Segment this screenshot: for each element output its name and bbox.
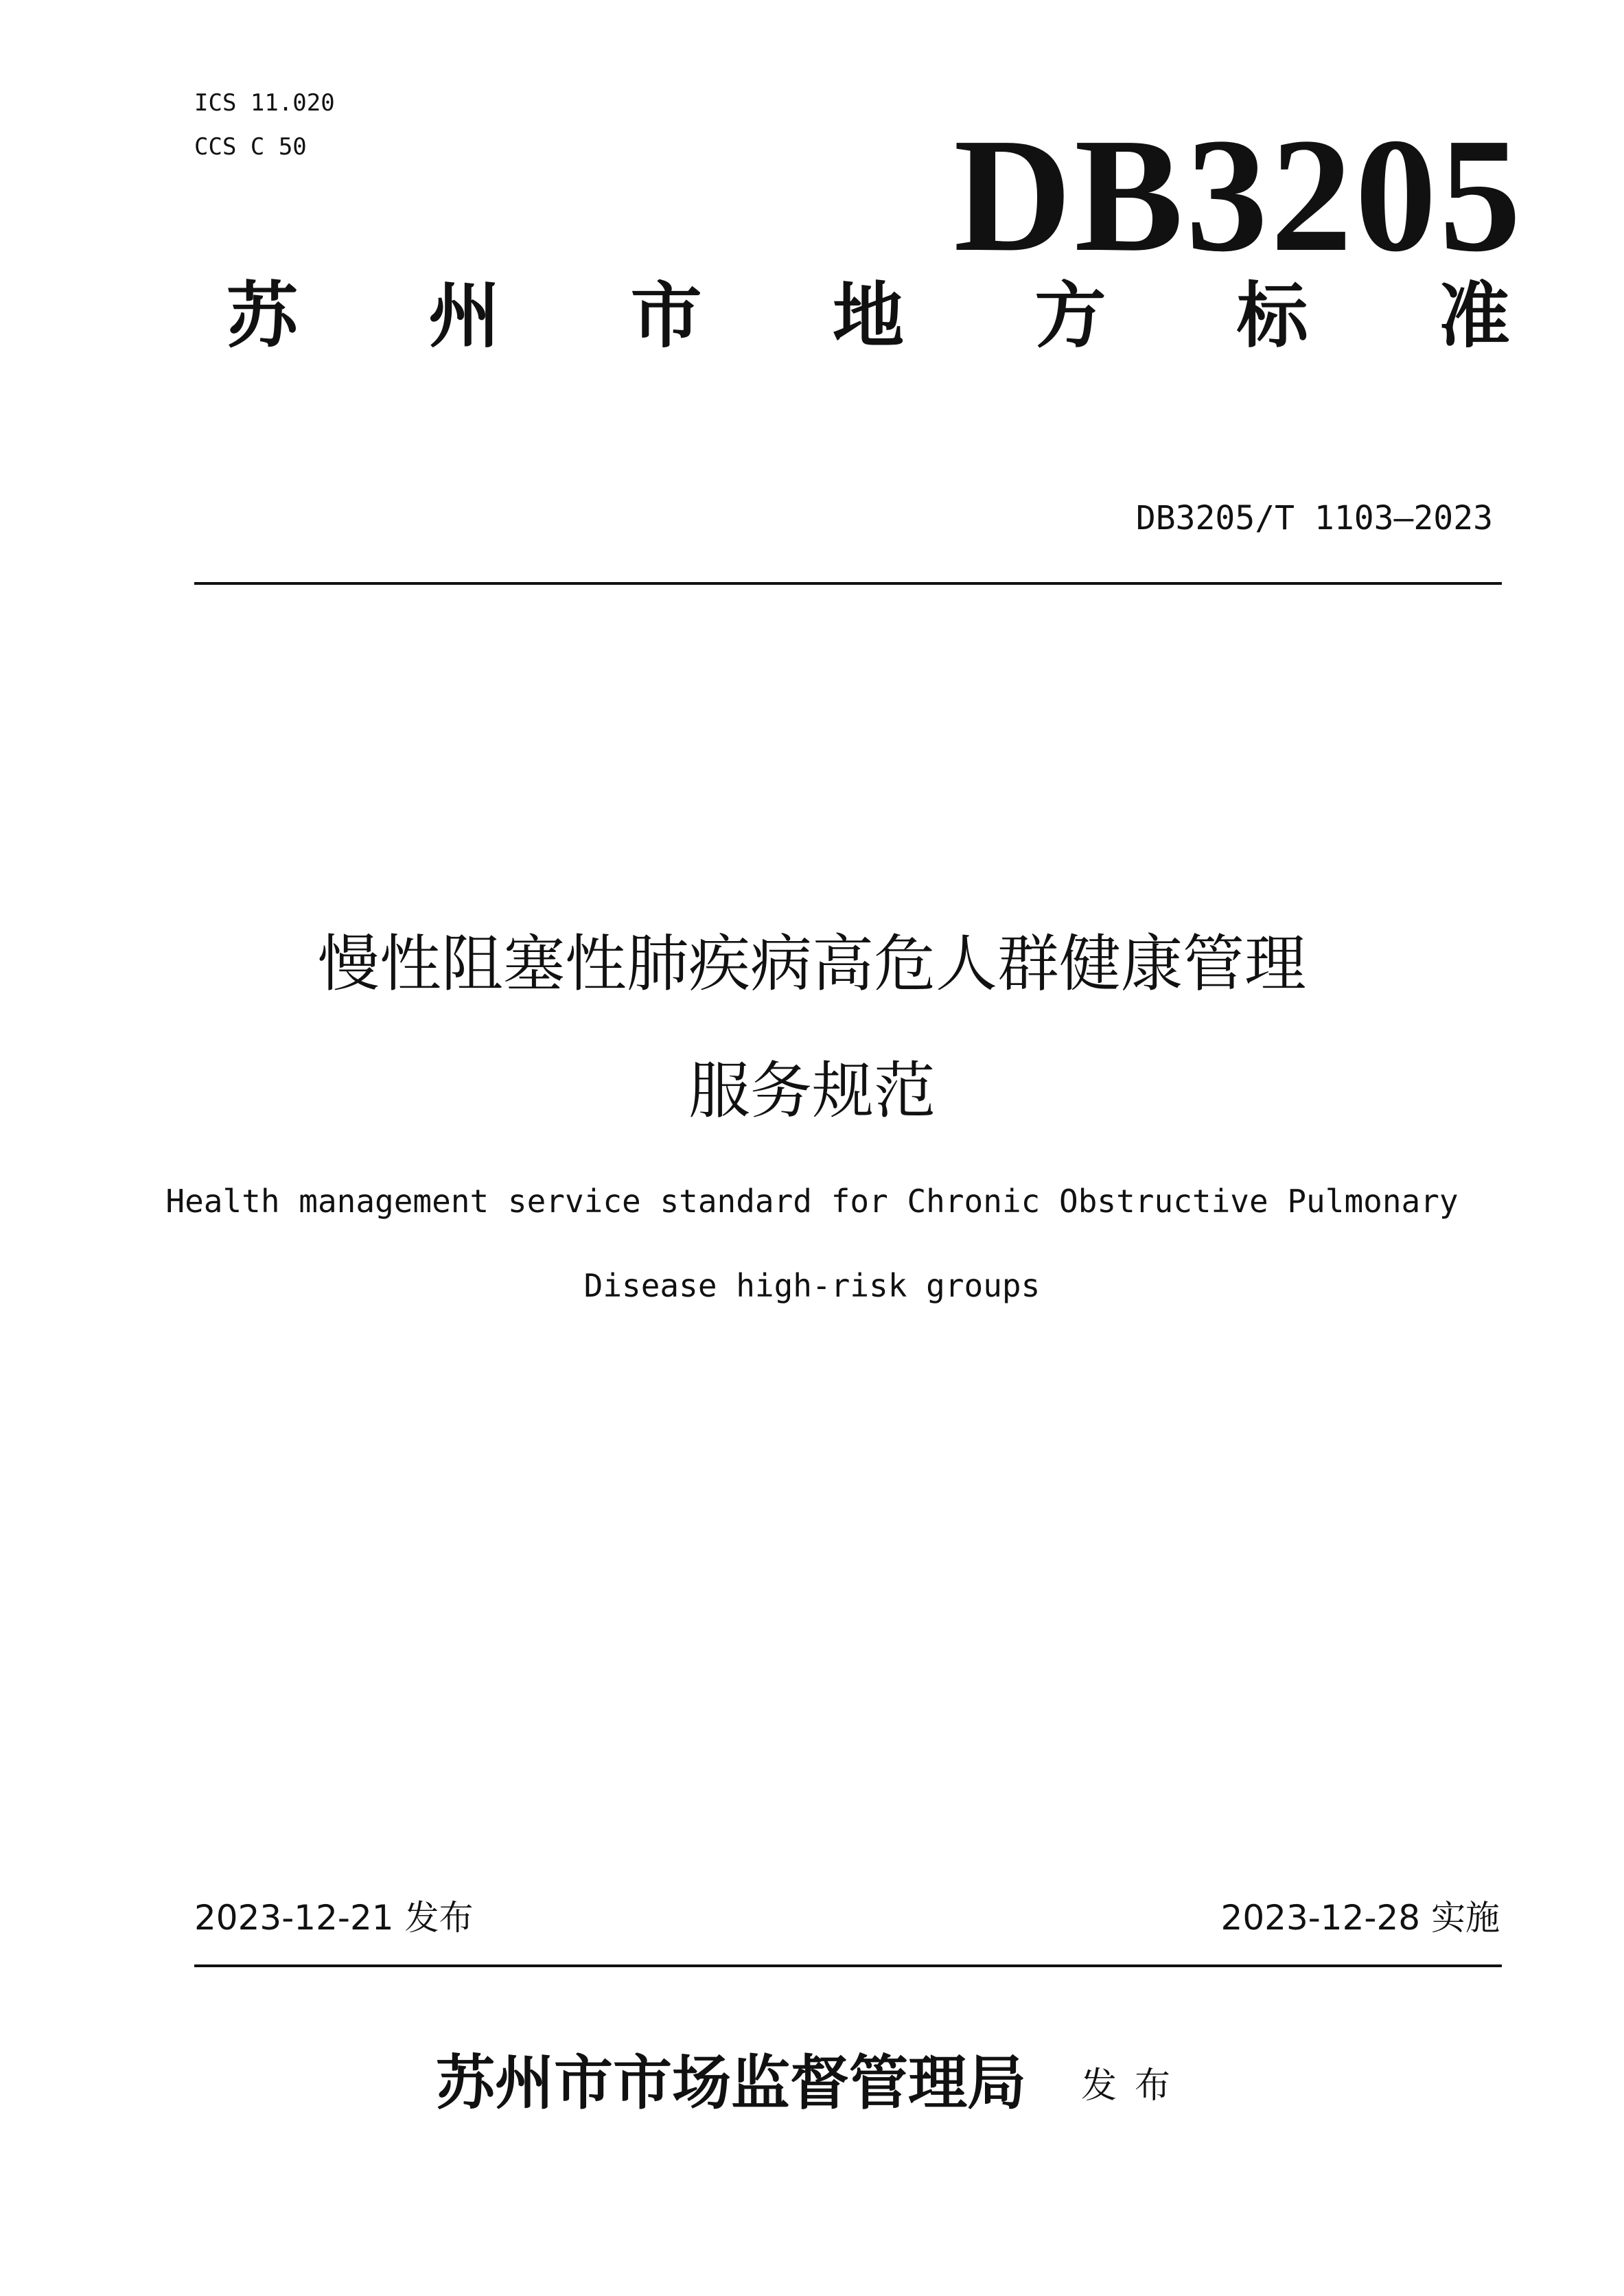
top-divider: [194, 582, 1502, 585]
ccs-code: CCS C 50: [194, 133, 307, 161]
publisher-line: [126, 2045, 1498, 2121]
standard-type-char: 方: [1034, 273, 1106, 358]
standard-type-char: 州: [428, 273, 500, 358]
title-en-line-2: Disease high-risk groups: [583, 1267, 1041, 1304]
standard-type-char: 苏: [227, 273, 299, 358]
issue-date: 2023-12-21 发布: [194, 1898, 474, 1938]
standard-type-title: [227, 271, 1510, 360]
title-cn-line-1: 慢性阻塞性肺疾病高危人群健康管理: [318, 928, 1306, 1000]
title-en-line-1: Health management service standard for Chronic Obstructive Pulmonary: [165, 1183, 1459, 1220]
classification-codes: [194, 81, 335, 169]
standard-number: DB3205/T 1103—2023: [1135, 499, 1493, 537]
publish-label: 发布: [1080, 2065, 1188, 2107]
ics-code: ICS 11.020: [194, 89, 335, 117]
standard-type-char: 准: [1438, 273, 1510, 358]
title-cn-line-2: 服务规范: [688, 1055, 936, 1127]
publisher-name: 苏州市市场监督管理局: [435, 2048, 1026, 2118]
implementation-date: 2023-12-28 实施: [1220, 1898, 1500, 1938]
bottom-divider: [194, 1964, 1502, 1967]
standard-type-char: 标: [1236, 273, 1308, 358]
standard-type-char: 地: [832, 273, 904, 358]
db-logo: DB3205: [953, 105, 1524, 286]
standard-type-char: 市: [630, 273, 702, 358]
